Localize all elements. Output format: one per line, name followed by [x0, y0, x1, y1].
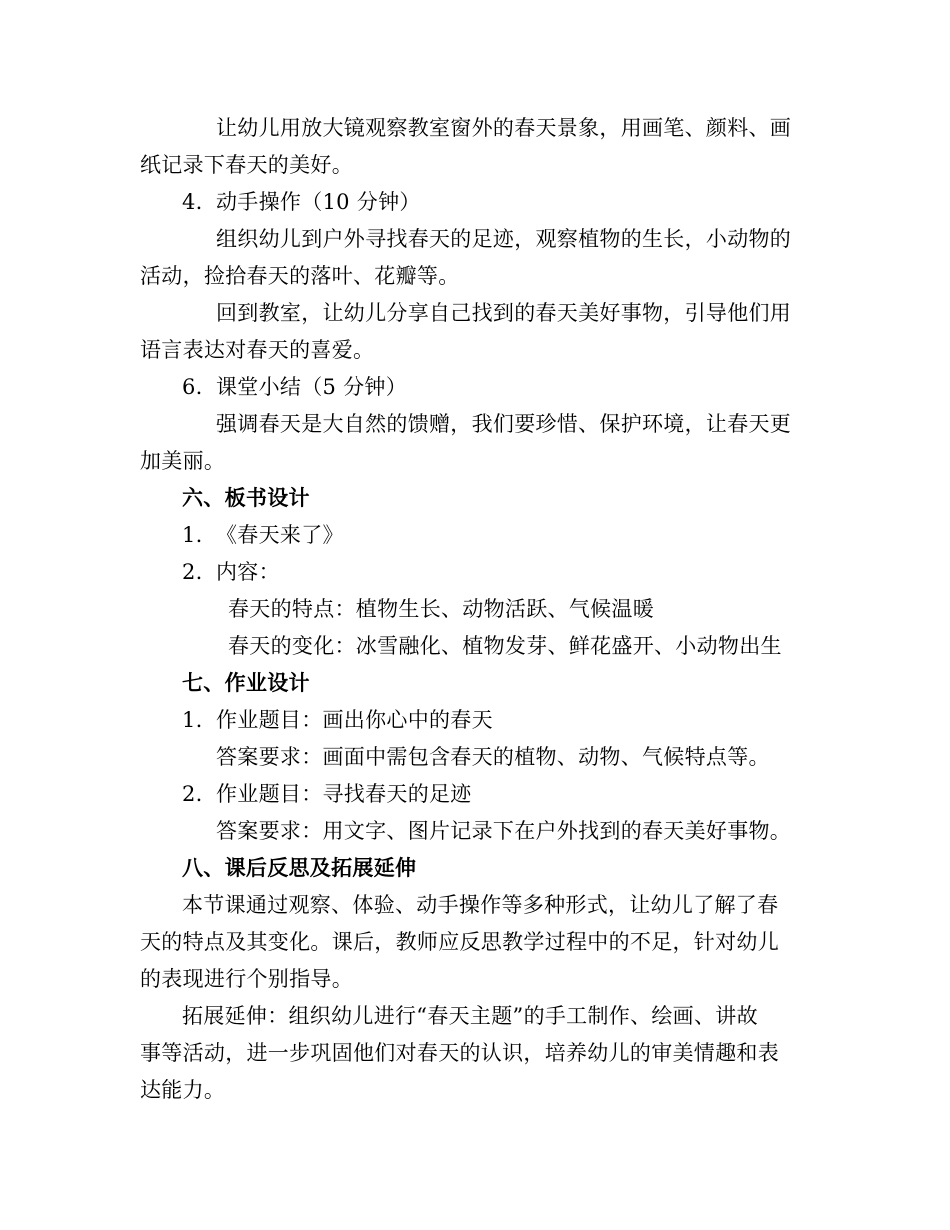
list-item-4: [182, 188, 421, 216]
homework-1-answer: 答案要求：画面中需包含春天的植物、动物、气候特点等。: [216, 745, 770, 769]
list-item-board-1: [182, 521, 344, 549]
list-item-number: 1.: [182, 708, 203, 732]
paragraph-outdoor-line-2: 活动，捡拾春天的落叶、花瓣等。: [140, 264, 460, 288]
paragraph-extend-line-1: 拓展延伸：组织幼儿进行“春天主题”的手工制作、绘画、讲故: [182, 1004, 758, 1028]
list-item-title: 动手操作（10 分钟）: [216, 190, 421, 214]
homework-2-answer: 答案要求：用文字、图片记录下在户外找到的春天美好事物。: [216, 819, 792, 843]
list-item-6: [182, 373, 407, 401]
board-sub-features: 春天的特点：植物生长、动物活跃、气候温暖: [228, 597, 654, 621]
list-item-number: 2.: [182, 560, 203, 584]
paragraph-summary-line-2: 加美丽。: [140, 449, 226, 473]
list-item-number: 4.: [182, 190, 203, 214]
list-item-title: 课堂小结（5 分钟）: [216, 375, 408, 399]
list-item-text: 作业题目：画出你心中的春天: [216, 708, 493, 732]
list-item-text: 内容：: [216, 560, 280, 584]
list-item-number: 6.: [182, 375, 203, 399]
paragraph-reflect-line-1: 本节课通过观察、体验、动手操作等多种形式，让幼儿了解了春: [182, 893, 779, 917]
section-heading-board-design: 六、板书设计: [182, 486, 310, 510]
paragraph-extend-line-3: 达能力。: [140, 1078, 226, 1102]
paragraph-outdoor-line-1: 组织幼儿到户外寻找春天的足迹，观察植物的生长，小动物的: [216, 227, 792, 251]
paragraph-extend-line-2: 事等活动，进一步巩固他们对春天的认识，培养幼儿的审美情趣和表: [140, 1041, 779, 1065]
list-item-number: 2.: [182, 782, 203, 806]
section-heading-homework: 七、作业设计: [182, 671, 310, 695]
section-heading-reflection: 八、课后反思及拓展延伸: [182, 856, 417, 880]
list-item-number: 1.: [182, 523, 203, 547]
paragraph-observe-line-1: 让幼儿用放大镜观察教室窗外的春天景象，用画笔、颜料、画: [216, 116, 792, 140]
paragraph-share-line-1: 回到教室，让幼儿分享自己找到的春天美好事物，引导他们用: [216, 301, 792, 325]
list-item-text: 《春天来了》: [216, 523, 344, 547]
list-item-text: 作业题目：寻找春天的足迹: [216, 782, 472, 806]
list-item-board-2: [182, 558, 280, 586]
paragraph-reflect-line-3: 的表现进行个别指导。: [140, 967, 353, 991]
paragraph-summary-line-1: 强调春天是大自然的馈赠，我们要珍惜、保护环境，让春天更: [216, 412, 792, 436]
paragraph-observe-line-2: 纸记录下春天的美好。: [140, 153, 353, 177]
paragraph-share-line-2: 语言表达对春天的喜爱。: [140, 338, 375, 362]
paragraph-reflect-line-2: 天的特点及其变化。课后，教师应反思教学过程中的不足，针对幼儿: [140, 930, 779, 954]
list-item-homework-1: [182, 706, 493, 734]
board-sub-changes: 春天的变化：冰雪融化、植物发芽、鲜花盛开、小动物出生: [228, 634, 782, 658]
list-item-homework-2: [182, 780, 472, 808]
